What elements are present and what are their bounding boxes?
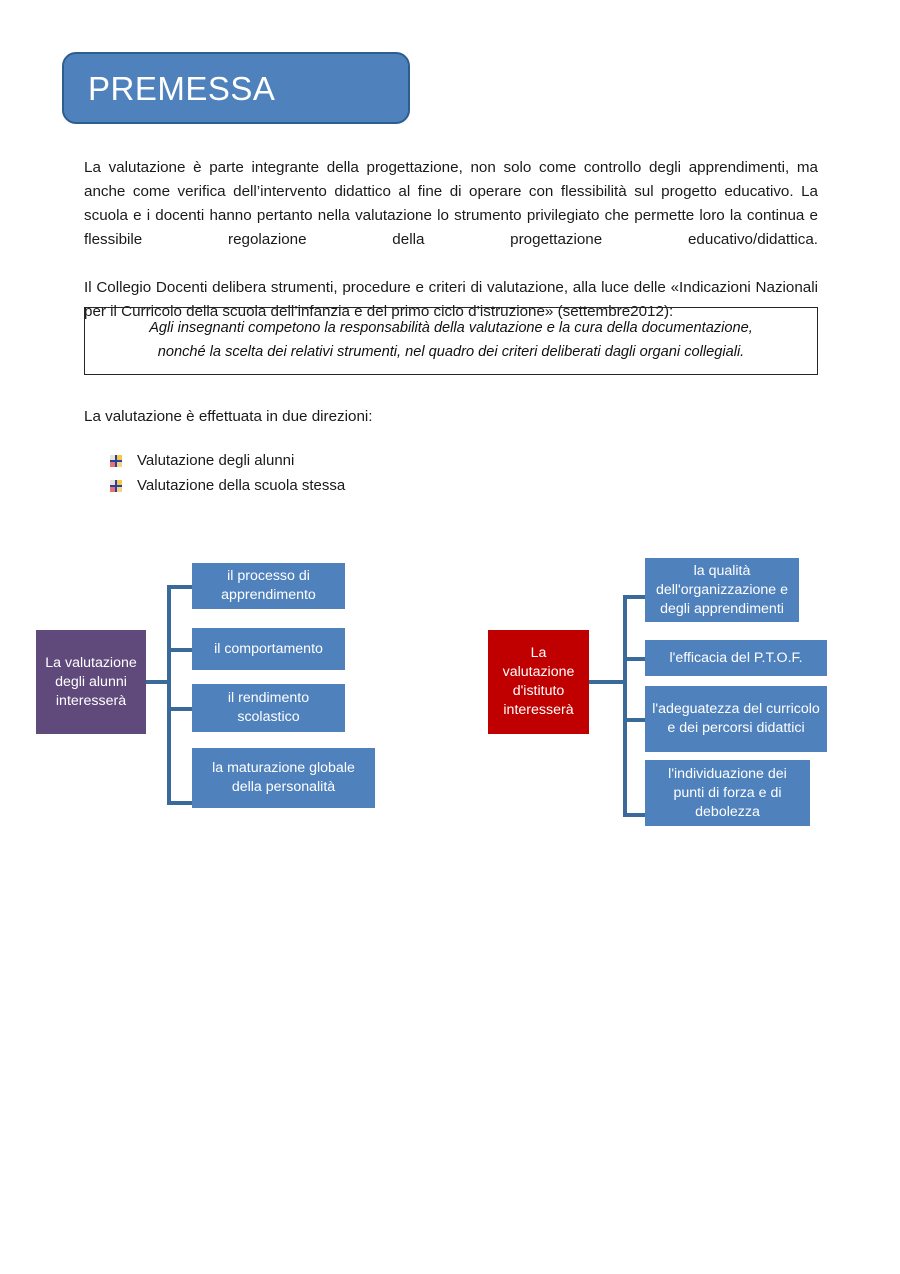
list-item [110, 450, 345, 472]
connector-branch-1 [623, 595, 645, 599]
diagram-valutazione-istituto [488, 556, 888, 836]
diagram-left-leaf-2: il comportamento [192, 628, 345, 670]
connector-branch-3 [167, 707, 192, 711]
direction-list [110, 450, 345, 500]
diagram-right-leaf-4: l'individuazione dei punti di forza e di debolezza [645, 760, 810, 826]
diagram-right-leaf-1: la qualità dell'organizzazione e degli apprendimenti [645, 558, 799, 622]
body-text-block [84, 156, 818, 324]
quotation-line-1: Agli insegnanti competono la responsabilità della valutazione e la cura della documentazione, [149, 320, 753, 336]
connector-branch-4 [623, 813, 645, 817]
diagram-left-root-node: La valutazione degli alunni interesserà [36, 630, 146, 734]
connector-branch-4 [167, 801, 192, 805]
list-item-label: Valutazione degli alunni [137, 452, 295, 469]
four-quadrant-bullet-icon [110, 480, 122, 492]
quotation-line-2: nonché la scelta dei relativi strumenti, nel quadro dei criteri deliberati dagli organi collegiali. [157, 344, 745, 360]
banner-title: PREMESSA [88, 69, 276, 107]
connector-branch-3 [623, 718, 645, 722]
body-paragraph-2: Il Collegio Docenti delibera strumenti, procedure e criteri di valutazione, alla luce delle «Indicazioni Nazionali per il Curricolo della scuola dell’infanzia e del primo ciclo d’istruzione» (settembre2012): [84, 279, 818, 320]
diagram-left-leaf-3: il rendimento scolastico [192, 684, 345, 732]
quotation-box [84, 307, 818, 375]
connector-vertical-spine [623, 595, 627, 817]
connector-vertical-spine [167, 585, 171, 805]
connector-branch-1 [167, 585, 192, 589]
diagram-right-leaf-3: l'adeguatezza del curricolo e dei percorsi didattici [645, 686, 827, 752]
section-banner-premessa [62, 52, 410, 124]
diagram-right-leaf-2: l'efficacia del P.T.O.F. [645, 640, 827, 676]
list-item-label: Valutazione della scuola stessa [137, 477, 346, 494]
list-item [110, 475, 345, 497]
diagram-left-leaf-4: la maturazione globale della personalità [192, 748, 375, 808]
body-paragraph-1: La valutazione è parte integrante della progettazione, non solo come controllo degli apprendimenti, ma anche come verifica dell’intervento didattico al fine di operare con flessibilità sul progetto educativo. La scuola e i docenti hanno pertanto nella valutazione lo strumento privilegiato che permette loro la continua e flessibile regolazione della progettazione educativo/didattica. [84, 159, 818, 248]
list-intro-text: La valutazione è effettuata in due direzioni: [84, 408, 373, 425]
connector-branch-2 [623, 657, 645, 661]
four-quadrant-bullet-icon [110, 455, 122, 467]
diagram-left-leaf-1: il processo di apprendimento [192, 563, 345, 609]
connector-branch-2 [167, 648, 192, 652]
diagram-valutazione-alunni [36, 556, 436, 826]
diagram-right-root-node: La valutazione d'istituto interesserà [488, 630, 589, 734]
connector-root-stem [589, 680, 627, 684]
